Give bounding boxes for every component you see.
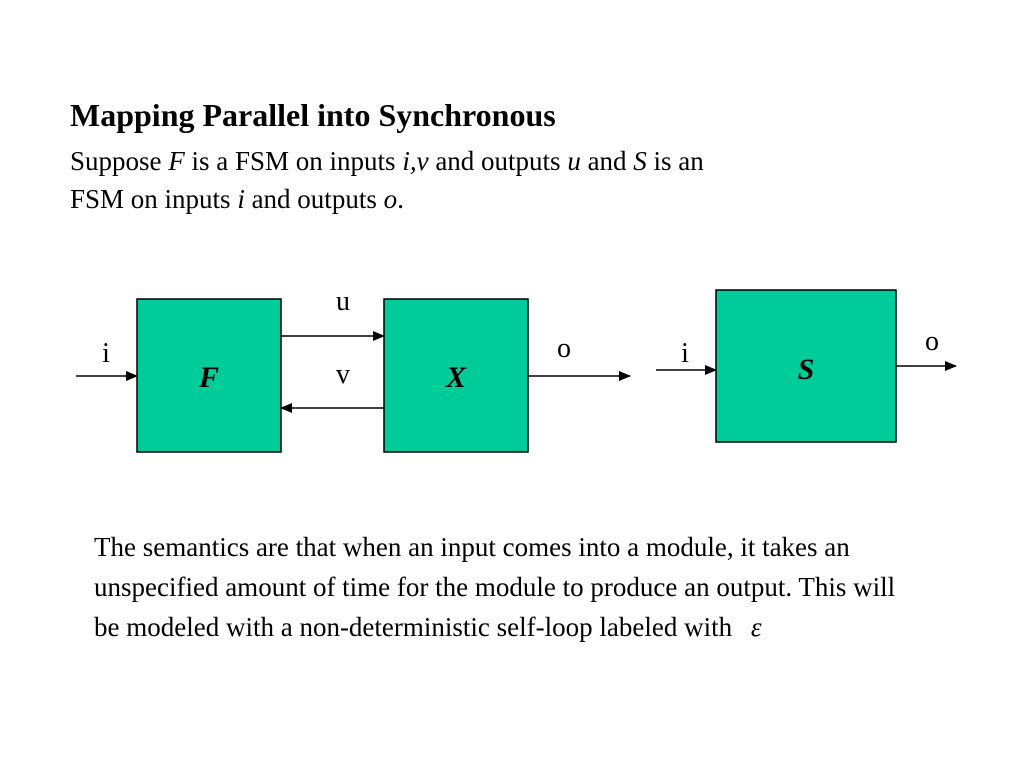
intro-var-u: u (567, 146, 581, 176)
page-title: Mapping Parallel into Synchronous (70, 97, 556, 133)
u-label: u (336, 286, 350, 317)
intro-var-s: S (633, 146, 647, 176)
semantics-text: The semantics are that when an input comes into a module, it takes an unspecified amount of time for the module to produce an output. This will be modeled with a non-deterministic self-loop labeled with (94, 532, 896, 642)
intro-var-iv: i,v (402, 146, 429, 176)
intro-text: . (397, 184, 404, 214)
input-i-label: i (102, 338, 110, 369)
intro-text: is an (646, 146, 704, 176)
v-label: v (336, 359, 350, 390)
s-output-o-label: o (925, 326, 939, 357)
intro-var-i: i (237, 184, 245, 214)
s-input-i-label: i (681, 338, 689, 369)
intro-text: FSM on inputs (70, 184, 238, 214)
intro-var-o: o (383, 184, 398, 214)
intro-text: and outputs (244, 184, 384, 214)
intro-text: is a FSM on inputs (184, 146, 403, 176)
box-x-label: X (445, 361, 467, 394)
box-s-label: S (797, 353, 815, 386)
epsilon-symbol: ε (750, 612, 762, 642)
intro-var-f: F (168, 146, 185, 176)
semantics-paragraph (94, 527, 924, 647)
intro-text: Suppose (70, 146, 169, 176)
intro-text: and (580, 146, 634, 176)
output-o-label: o (557, 333, 571, 364)
box-f-label: F (198, 361, 220, 394)
intro-text: and outputs (428, 146, 568, 176)
